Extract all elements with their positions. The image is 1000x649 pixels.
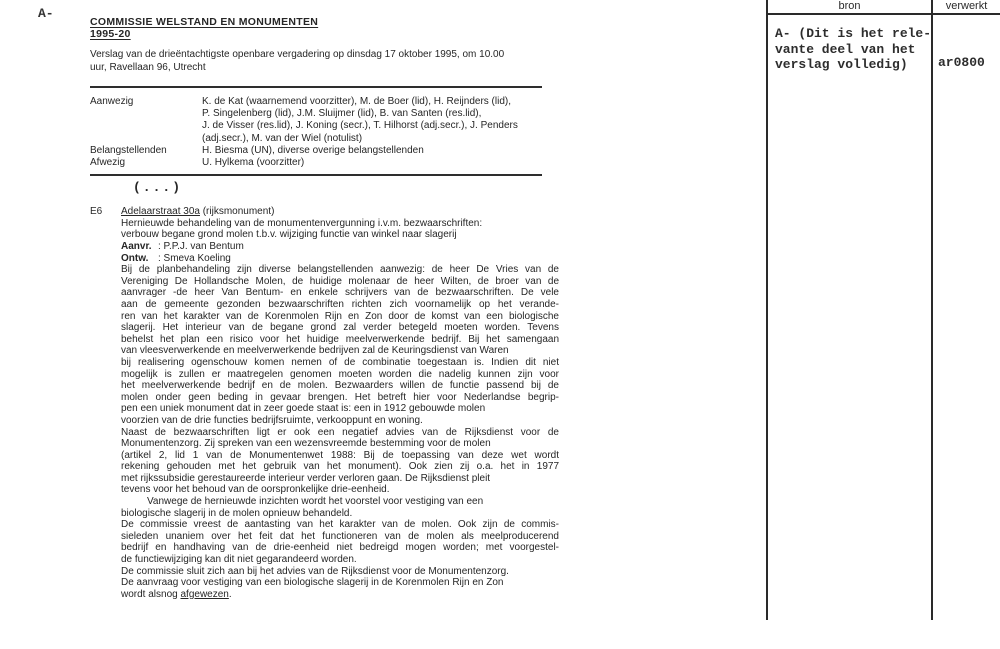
attendance-value: J. de Visser (res.lid), J. Koning (secr.), T. Hilhorst (adj.secr.), J. Penders <box>202 120 518 132</box>
document-body <box>90 16 562 600</box>
body-line: Vereniging De Hollandsche Molen, de huidige molenaar de heer Wilten, de broer van de <box>121 275 559 287</box>
agenda-item-number: E6 <box>90 206 103 218</box>
horizontal-rule-bottom <box>90 174 542 176</box>
designer-label: Ontw. <box>121 252 149 264</box>
agenda-item-content <box>121 206 559 600</box>
annotation-table <box>766 0 1000 620</box>
body-line: mogelijk is zullen er maatregelen genomen moeten worden die nadelig kunnen zijn voor <box>121 368 559 380</box>
applicant-label: Aanvr. <box>121 241 152 252</box>
body-line: (artikel 2, lid 1 van de Monumentenwet 1988: Bij de toepassing van deze wet wordt <box>121 449 559 461</box>
applicant-row <box>121 241 559 253</box>
note-line: verslag volledig) <box>775 57 908 72</box>
attendance-value: P. Singelenberg (lid), J.M. Sluijmer (lid), B. van Santen (res.lid), <box>202 108 482 120</box>
meeting-intro <box>90 49 542 74</box>
body-line: sieleden unaniem over het feit dat het functioneren van de molen als meelproducerend <box>121 530 559 542</box>
item-subject-line: verbouw begane grond molen t.b.v. wijziging functie van winkel naar slagerij <box>121 229 457 241</box>
body-line: het meelverwerkende bedrijf en de molen. Bezwaarders willen de functie passend bij de <box>121 380 559 392</box>
attendance-row <box>90 120 552 132</box>
body-line: de functiewijziging kan dit niet gegarandeerd worden. <box>121 554 357 566</box>
attendance-value: (adj.secr.), M. van der Wiel (notulist) <box>202 132 363 144</box>
body-line: aanvrager -de heer Van Bentum- en enkele schrijvers van de bezwaarschriften. De vele <box>121 287 559 299</box>
attendance-value: U. Hylkema (voorzitter) <box>202 157 305 169</box>
omission-ellipsis: (...) <box>133 180 183 196</box>
note-line: A- (Dit is het rele- <box>775 26 932 41</box>
closing-decision-word: afgewezen <box>180 588 229 600</box>
body-line: Monumentenzorg. Zij spreken van een wezensvreemde bestemming voor de molen <box>121 438 491 450</box>
attendance-row <box>90 96 552 108</box>
body-line: De commissie sluit zich aan bij het advies van de Rijksdienst voor de Monumentenzorg. <box>121 565 509 577</box>
designer-row <box>121 253 559 265</box>
attendance-label <box>90 120 202 132</box>
applicant-value: : P.P.J. van Bentum <box>158 241 244 252</box>
item-subject <box>121 218 559 241</box>
body-line: rekening gehouden met het gebruik van het monument). Ook zien zij o.a. het in 1977 <box>121 461 559 473</box>
body-line: tevens voor het behoud van de oorspronkelijke drie-eenheid. <box>121 484 390 496</box>
annotation-table-header <box>768 0 1000 15</box>
annotation-table-divider <box>931 0 933 620</box>
body-line: van vleesverwerkende en meelverwerkende bedrijven zal de Keuringsdienst van Waren <box>121 345 509 357</box>
body-line: pen een uniek monument dat in zeer goede staat is: een in 1912 gebouwde molen <box>121 403 486 415</box>
attendance-list <box>90 96 552 169</box>
processed-code: ar0800 <box>938 55 985 70</box>
body-line: aan de gemeente gezonden bezwaarschriften richten zich voornamelijk op het verande- <box>121 298 559 310</box>
body-line: De commissie vreest de aantasting van het karakter van de molen. Ook zijn de commis- <box>121 519 559 531</box>
attendance-value: H. Biesma (UN), diverse overige belangstellenden <box>202 144 424 156</box>
item-body-text <box>121 264 559 589</box>
horizontal-rule-top <box>90 86 542 88</box>
margin-mark-a: A- <box>38 6 54 21</box>
closing-line <box>121 589 559 601</box>
body-line: molen onder geen beding in gevaar brengen. Het betreft hier voor Nederlandse begrip- <box>121 391 559 403</box>
designer-value: : Smeva Koeling <box>158 252 231 264</box>
attendance-row <box>90 133 552 145</box>
column-header-bron: bron <box>838 0 861 12</box>
attendance-label <box>90 108 202 120</box>
attendance-value: K. de Kat (waarnemend voorzitter), M. de Boer (lid), H. Reijnders (lid), <box>202 96 511 107</box>
body-line: bedrijf en handhaving van de drie-eenheid niet bedreigd mogen worden; met voorgestel- <box>121 542 559 554</box>
note-line: vante deel van het <box>775 41 916 57</box>
item-address-suffix: (rijksmonument) <box>199 206 275 218</box>
attendance-label: Aanwezig <box>90 96 134 107</box>
body-line: met rijkssubsidie gerestaureerde interieur verder verloren gaan. De Rijksdienst pleit <box>121 472 491 484</box>
body-line: voorzien van de drie functies bedrijfsruimte, verkooppunt en woning. <box>121 414 423 426</box>
attendance-label: Belangstellenden <box>90 144 167 156</box>
attendance-row <box>90 145 552 157</box>
item-subject-line: Hernieuwde behandeling van de monumentenvergunning i.v.m. bezwaarschriften: <box>121 217 483 229</box>
source-annotation-note <box>775 26 935 73</box>
body-line: ren van het karakter van de Korenmolen Rijn en Zon door de komst van een biologische <box>121 310 559 322</box>
body-line: biologische slagerij in de molen opnieuw behandeld. <box>121 507 353 519</box>
body-line: behelst het plan een risico voor het huidige meelverwerkende bedrijf. Bij het samengaan <box>121 333 559 345</box>
intro-line: uur, Ravellaan 96, Utrecht <box>90 61 206 73</box>
attendance-label <box>90 133 202 145</box>
body-line: Naast de bezwaarschriften ligt er ook een negatief advies van de Rijksdienst voor de <box>121 426 559 438</box>
body-line: Bij de planbehandeling zijn diverse belangstellenden aanwezig: de heer De Vries van de <box>121 264 559 276</box>
item-address-line <box>121 206 559 218</box>
body-line: slagerij. Het interieur van de begane grond zal verder betegeld moeten worden. Tevens <box>121 322 559 334</box>
document-title-line1: COMMISSIE WELSTAND EN MONUMENTEN <box>90 16 319 28</box>
body-line: bij realisering ogenschouw komen nemen of de combinatie toegestaan is. Indien dit niet <box>121 356 559 368</box>
body-line: Vanwege de hernieuwde inzichten wordt het voorstel voor vestiging van een <box>147 496 484 508</box>
attendance-row <box>90 157 552 169</box>
closing-prefix: wordt alsnog <box>121 588 181 600</box>
item-address: Adelaarstraat 30a <box>121 206 200 218</box>
closing-suffix: . <box>228 588 232 600</box>
attendance-label: Afwezig <box>90 157 126 169</box>
body-line: De aanvraag voor vestiging van een biologische slagerij in de Korenmolen Rijn en Zon <box>121 577 504 589</box>
intro-line: Verslag van de drieëntachtigste openbare vergadering op dinsdag 17 oktober 1995, om 10.00 <box>90 49 505 60</box>
agenda-item-e6 <box>90 206 562 600</box>
document-title-line2: 1995-20 <box>90 28 131 40</box>
attendance-row <box>90 108 552 120</box>
column-header-verwerkt: verwerkt <box>945 0 988 12</box>
